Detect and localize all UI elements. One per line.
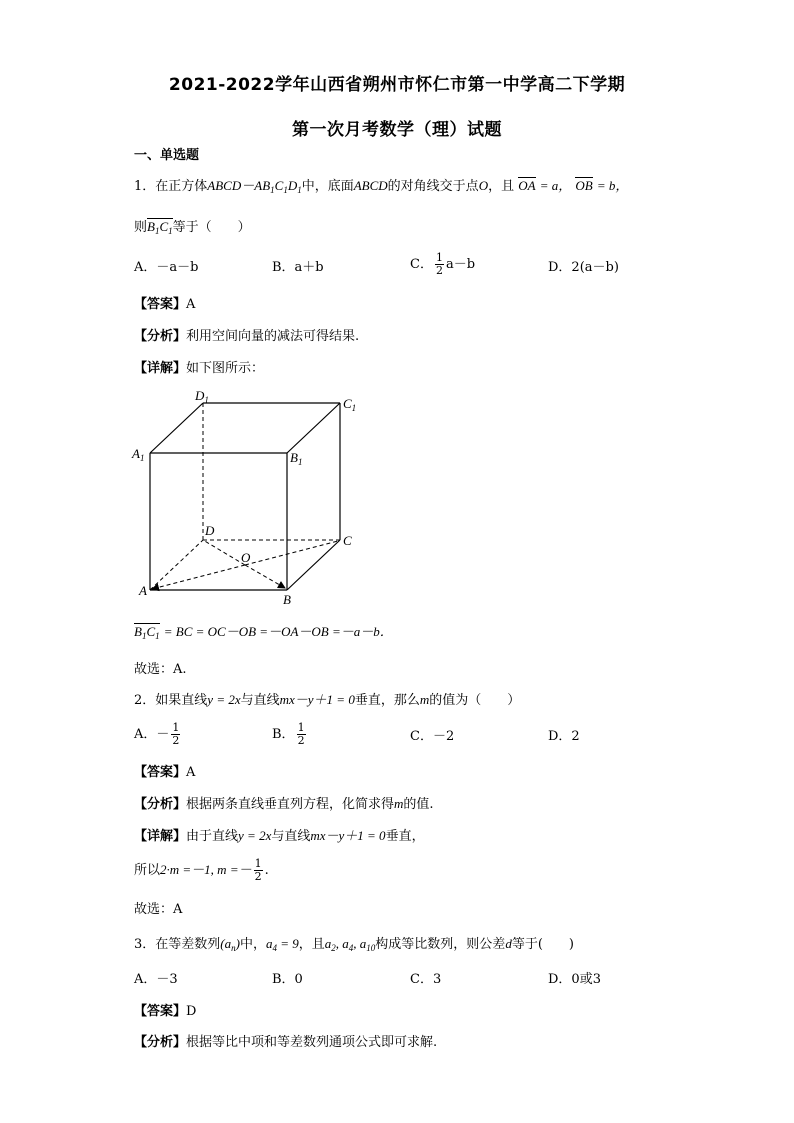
q1-option-d: D．2(a－b) bbox=[548, 260, 619, 275]
title-line-2: 第一次月考数学（理）试题 bbox=[292, 120, 502, 140]
q2-answer: 【答案】A bbox=[134, 765, 196, 780]
q1-detail: 【详解】如下图所示： bbox=[134, 361, 265, 376]
diag-oc bbox=[245, 541, 338, 565]
label-d1: $D_1$ bbox=[195, 388, 209, 405]
q3-option-c: C．3 bbox=[410, 972, 442, 987]
q2-detail: 【详解】由于直线y = 2x与直线mx－y＋1 = 0垂直， bbox=[134, 828, 425, 844]
q2-stem: 2．如果直线y = 2x与直线mx－y＋1 = 0垂直，那么m的值为（ ） bbox=[134, 692, 521, 708]
edge-b1c1 bbox=[287, 403, 340, 453]
q1-conclusion: 故选：A. bbox=[134, 662, 187, 677]
label-b1: $B_1$ bbox=[290, 450, 303, 467]
label-o: O bbox=[241, 550, 251, 565]
label-d: D bbox=[205, 523, 215, 538]
q2-option-d: D．2 bbox=[548, 729, 580, 744]
q2-option-b: B． $\frac{1}{2}$ bbox=[272, 721, 305, 747]
label-c1: $C_1$ bbox=[343, 396, 357, 413]
q1-stem-cont: 则$B_1C_1$等于（ ） bbox=[134, 217, 251, 241]
q2-solution: 所以2·m =－1, m =－ $\frac{1}{2}$ . bbox=[134, 857, 269, 883]
q3-analysis: 【分析】根据等比中项和等差数列通项公式即可求解. bbox=[134, 1035, 438, 1050]
q1-stem: 1．在正方体$ABCD-AB_1C_1D_1$中，底面ABCD的对角线交于点O，且 OA = a， OB = b， bbox=[134, 178, 629, 195]
q2-analysis: 【分析】根据两条直线垂直列方程，化简求得m的值. bbox=[134, 796, 434, 812]
q2-option-a: A．－ $\frac{1}{2}$ bbox=[134, 721, 180, 747]
diag-od bbox=[203, 540, 245, 565]
label-a1: $A_1$ bbox=[132, 446, 145, 463]
q1-analysis: 【分析】利用空间向量的减法可得结果. bbox=[134, 329, 360, 344]
section-heading: 一、单选题 bbox=[134, 148, 200, 163]
q3-option-b: B．0 bbox=[272, 972, 303, 987]
diag-oa bbox=[152, 565, 245, 589]
q3-option-d: D．0或3 bbox=[548, 972, 601, 987]
label-c: C bbox=[343, 533, 352, 548]
q2-conclusion: 故选：A bbox=[134, 902, 183, 917]
edge-a1d1 bbox=[150, 403, 203, 453]
label-b: B bbox=[283, 592, 291, 607]
q1-option-a: A．－a－b bbox=[134, 260, 199, 275]
cube-figure bbox=[125, 380, 375, 610]
q3-option-a: A．－3 bbox=[134, 972, 178, 987]
q1-formula: $B_1C_1$ = BC = OC－OB =－OA－OB =－a－b． bbox=[134, 622, 393, 646]
title-line-1: 2021-2022学年山西省朔州市怀仁市第一中学高二下学期 bbox=[168, 75, 626, 95]
q2-option-c: C．－2 bbox=[410, 729, 455, 744]
q1-answer: 【答案】A bbox=[134, 297, 196, 312]
q3-stem: 3．在等差数列$(a_n)$中，$a_4 = 9$，且$a_2$, $a_4$, $a_{10}$构成等比数列，则公差d等于( ) bbox=[134, 936, 574, 953]
q1-option-b: B．a＋b bbox=[272, 260, 324, 275]
label-a: A bbox=[139, 583, 147, 598]
q1-option-c: C． $\frac{1}{2}$ a－b bbox=[410, 251, 476, 277]
diag-ob bbox=[245, 565, 285, 588]
q3-answer: 【答案】D bbox=[134, 1004, 197, 1019]
